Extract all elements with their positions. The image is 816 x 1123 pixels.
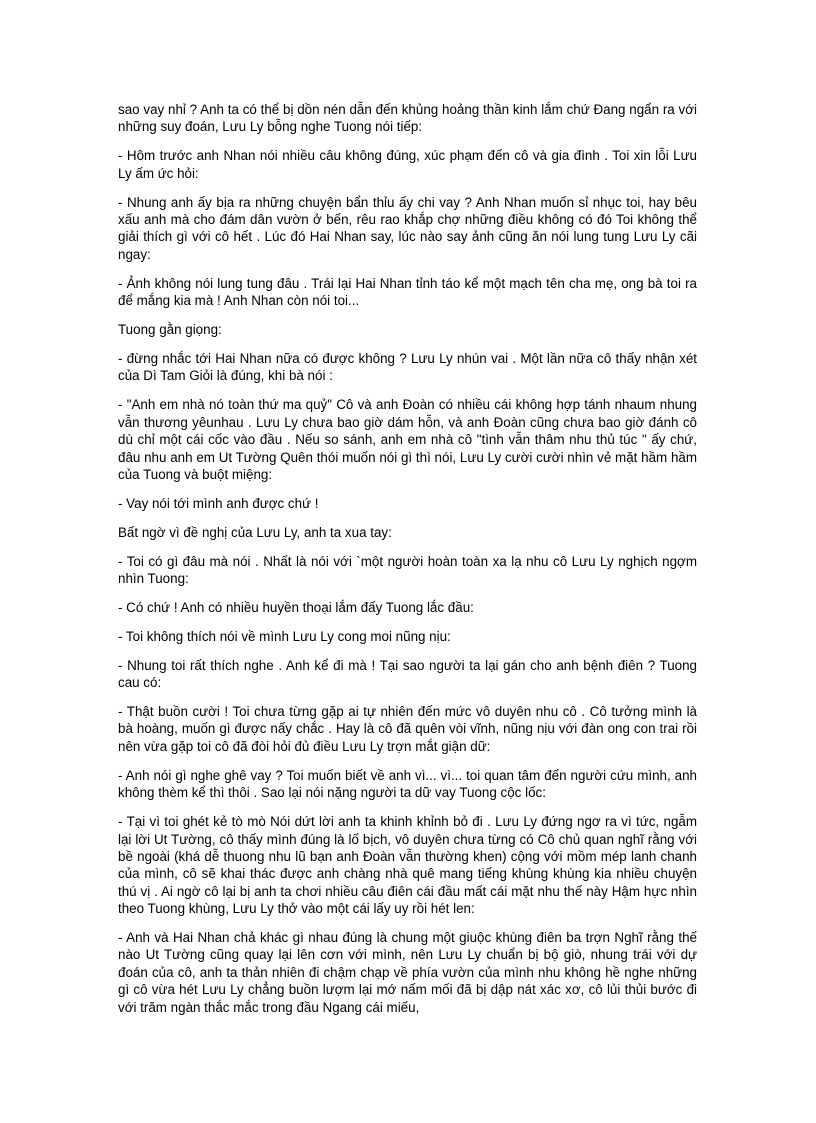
paragraph: - Hôm trước anh Nhan nói nhiều câu không đúng, xúc phạm đến cô và gia đình . Toi xin lỗi Lưu Ly ấm ức hỏi: — [118, 148, 697, 181]
paragraph: Bất ngờ vì đề nghị của Lưu Ly, anh ta xua tay: — [118, 524, 392, 540]
paragraph: - Có chứ ! Anh có nhiều huyền thoại lắm đấy Tuong lắc đầu: — [118, 599, 474, 615]
paragraph: - Toi có gì đâu mà nói . Nhất là nói với `một người hoàn toàn xa lạ nhu cô Lưu Ly nghịch ngợm nhìn Tuong: — [118, 553, 697, 587]
paragraph: - Tại vì toi ghét kẻ tò mò Nói dứt lời anh ta khinh khỉnh bỏ đi . Lưu Ly đứng ngơ ra vì tức, ngẫm lại lời Ut Tường, cô thấy mình đúng là lố bịch, vô duyên chưa từng có Cô chủ quan nghĩ rằng với bề ngoài (khá dễ thuong nhu lũ bạn anh Đoàn vẫn thường khen) cộng với mồm mép lanh chanh của mình, cô sẽ khai thác được anh chàng nhà quê mang tiếng khùng khùng kia nhiều chuyện thú vị . Ai ngờ cô lại bị anh ta chơi nhiều câu điên cái đầu mất cái mặt nhu thế này Hậm hực nhìn theo Tuong khùng, Lưu Ly thở vào một cái lấy uy rồi hét len: — [118, 814, 697, 917]
paragraph: - "Anh em nhà nó toàn thứ ma quỷ" Cô và anh Đoàn có nhiều cái không hợp tánh nhaum nhung vẫn thương yêunhau . Lưu Ly chưa bao giờ dám hỗn, và anh Đoàn cũng chưa bao giờ đánh cô dù chỉ một cái cốc vào đầu . Nếu so sánh, anh em nhà cô "tình vẫn thâm nhu thủ túc " ấy chứ, đâu nhu anh em Ut Tường Quên thói muốn nói gì thì nói, Lưu Ly cười cười nhìn vẻ mặt hầm hầm của Tuong và buột miệng: — [118, 397, 697, 482]
paragraph: - Thật buồn cười ! Toi chưa từng gặp ai tự nhiên đến mức vô duyên nhu cô . Cô tưởng mình là bà hoàng, muốn gì được nấy chắc . Hay là cô đã quên vòi vĩnh, nũng nịu với đàn ong con trai rồi nên vừa gặp toi cô đã đòi hỏi đủ điều Lưu Ly trợn mắt giận dữ: — [118, 704, 697, 754]
paragraph: - Toi không thích nói về mình Lưu Ly cong moi nũng nịu: — [118, 628, 451, 644]
paragraph: - Anh nói gì nghe ghê vay ? Toi muốn biết về anh vì... vì... toi quan tâm đến người cứu mình, anh không thèm kể thì thôi . Sao lại nói nặng người ta dữ vay Tuong cộc lốc: — [118, 767, 697, 801]
paragraph: - Vay nói tới mình anh được chứ ! — [118, 495, 319, 511]
paragraph: - đừng nhắc tới Hai Nhan nữa có được không ? Lưu Ly nhún vai . Một lần nữa cô thấy nhận xét của Dì Tam Giỏi là đúng, khi bà nói : — [118, 350, 697, 384]
paragraph: - Anh và Hai Nhan chả khác gì nhau đúng là chung một giuộc khùng điên ba trợn Nghĩ rằng thế nào Ut Tường cũng quay lại lên cơn với mình, nên Lưu Ly chuẩn bị bộ giò, nhung trái với dự đoán của cô, anh ta thản nhiên đi chậm chạp về phía vườn của mình nhu không hề nghe những gì cô vừa hét Lưu Ly chẳng buồn lượm lại mớ nấm mối đã bị dập nát xác xơ, cô lủi thủi bước đi với trăm ngàn thắc mắc trong đầu Ngang cái miếu, — [118, 930, 697, 1015]
document-page — [118, 101, 697, 1028]
paragraph: - Nhung anh ấy bịa ra những chuyện bẩn thỉu ấy chi vay ? Anh Nhan muốn sỉ nhục toi, hay bêu xấu anh mà cho đám dân vườn ở bến, rêu rao khắp chợ những điều không có đó Toi không thể giải thích gì với cô hết . Lúc đó Hai Nhan say, lúc nào say ảnh cũng ăn nói lung tung Lưu Ly cãi ngay: — [118, 194, 697, 262]
paragraph: sao vay nhỉ ? Anh ta có thể bị dồn nén dẫn đến khủng hoảng thần kinh lắm chứ Đang ngẩn ra với những suy đoán, Lưu Ly bỗng nghe Tuong nói tiếp: — [118, 102, 697, 135]
paragraph: Tuong gằn giọng: — [118, 322, 222, 338]
paragraph: - Ảnh không nói lung tung đâu . Trái lại Hai Nhan tỉnh táo kể một mạch tên cha mẹ, ong bà toi ra để mắng kia mà ! Anh Nhan còn nói toi... — [118, 275, 697, 309]
paragraph: - Nhung toi rất thích nghe . Anh kể đi mà ! Tại sao người ta lại gán cho anh bệnh điên ? Tuong cau có: — [118, 657, 697, 691]
